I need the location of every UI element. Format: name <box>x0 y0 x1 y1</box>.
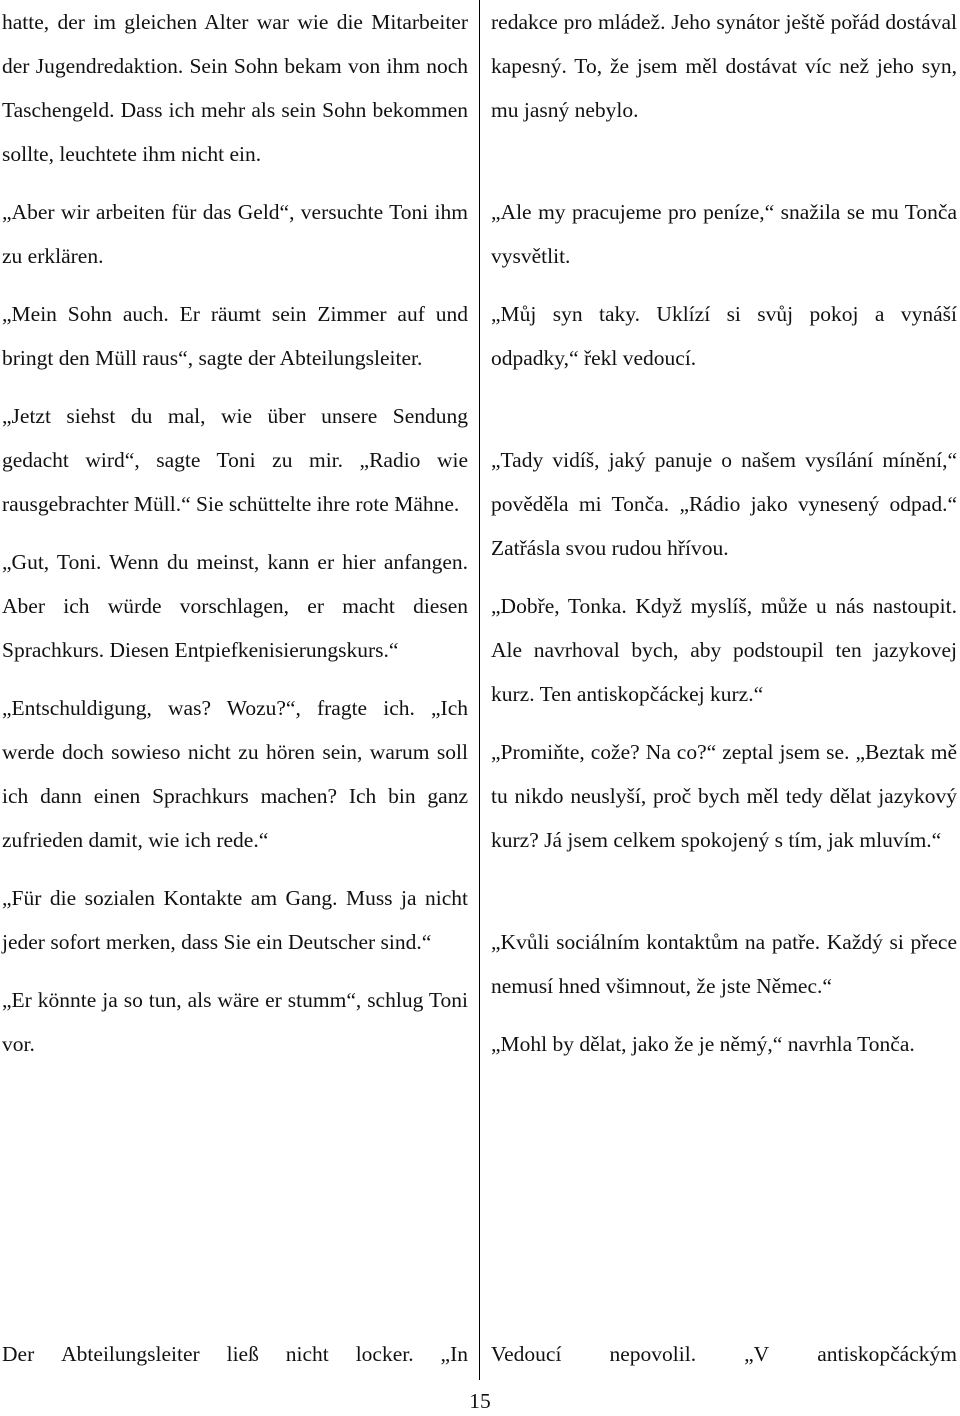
german-paragraph-4: „Jetzt siehst du mal, wie über unsere Sendung gedacht wird“, sagte Toni zu mir. „Radio wie rausgebrachter Müll.“ Sie schüttelte ihre rote Mähne. <box>2 404 468 516</box>
czech-paragraph-5: „Dobře, Tonka. Když myslíš, může u nás nastoupit. Ale navrhoval bych, aby podstoupil ten jazykovej kurz. Ten antiskopčáckej kurz.“ <box>491 594 957 706</box>
german-column <box>2 0 468 1066</box>
word: Abteilungsleiter <box>61 1342 200 1366</box>
column-divider <box>479 0 480 1380</box>
word: „In <box>440 1342 468 1366</box>
german-last-line <box>2 1332 468 1376</box>
czech-column <box>491 0 957 1066</box>
german-paragraph-7: „Für die sozialen Kontakte am Gang. Muss ja nicht jeder sofort merken, dass Sie ein Deutscher sind.“ <box>2 886 468 954</box>
word: locker. <box>355 1342 414 1366</box>
word: „V <box>744 1342 770 1366</box>
german-paragraph-2: „Aber wir arbeiten für das Geld“, versuchte Toni ihm zu erklären. <box>2 200 468 268</box>
word: antiskopčáckým <box>817 1342 957 1366</box>
word: nepovolil. <box>609 1342 697 1366</box>
german-paragraph-6: „Entschuldigung, was? Wozu?“, fragte ich. „Ich werde doch sowieso nicht zu hören sein, warum soll ich dann einen Sprachkurs machen? Ich bin ganz zufrieden damit, wie ich rede.“ <box>2 696 468 852</box>
word: ließ <box>226 1342 259 1366</box>
german-paragraph-8: „Er könnte ja so tun, als wäre er stumm“, schlug Toni vor. <box>2 988 468 1056</box>
czech-paragraph-7: „Kvůli sociálním kontaktům na patře. Každý si přece nemusí hned všimnout, že jste Němec.“ <box>491 930 957 998</box>
page-number: 15 <box>469 1389 491 1413</box>
word: nicht <box>285 1342 329 1366</box>
czech-paragraph-3: „Můj syn taky. Uklízí si svůj pokoj a vynáší odpadky,“ řekl vedoucí. <box>491 302 957 370</box>
czech-paragraph-4: „Tady vidíš, jaký panuje o našem vysílání mínění,“ pověděla mi Tonča. „Rádio jako vynesený odpad.“ Zatřásla svou rudou hřívou. <box>491 448 957 560</box>
czech-paragraph-8: „Mohl by dělat, jako že je němý,“ navrhla Tonča. <box>491 1032 915 1056</box>
czech-paragraph-1: redakce pro mládež. Jeho synátor ještě pořád dostával kapesný. To, že jsem měl dostávat víc než jeho syn, mu jasný nebylo. <box>491 10 957 122</box>
german-paragraph-5: „Gut, Toni. Wenn du meinst, kann er hier anfangen. Aber ich würde vorschlagen, er macht diesen Sprachkurs. Diesen Entpiefkenisierungskurs.“ <box>2 550 468 662</box>
czech-paragraph-6: „Promiňte, cože? Na co?“ zeptal jsem se. „Beztak mě tu nikdo neuslyší, proč bych měl tedy dělat jazykový kurz? Já jsem celkem spokojený s tím, jak mluvím.“ <box>491 740 957 852</box>
czech-paragraph-2: „Ale my pracujeme pro peníze,“ snažila se mu Tonča vysvětlit. <box>491 200 957 268</box>
german-paragraph-3: „Mein Sohn auch. Er räumt sein Zimmer auf und bringt den Müll raus“, sagte der Abteilungsleiter. <box>2 302 468 370</box>
german-paragraph-1: hatte, der im gleichen Alter war wie die Mitarbeiter der Jugendredaktion. Sein Sohn bekam von ihm noch Taschengeld. Dass ich mehr als sein Sohn bekommen sollte, leuchtete ihm nicht ein. <box>2 10 468 166</box>
czech-last-line <box>491 1332 957 1376</box>
word: Vedoucí <box>491 1342 562 1366</box>
word: Der <box>2 1342 35 1366</box>
